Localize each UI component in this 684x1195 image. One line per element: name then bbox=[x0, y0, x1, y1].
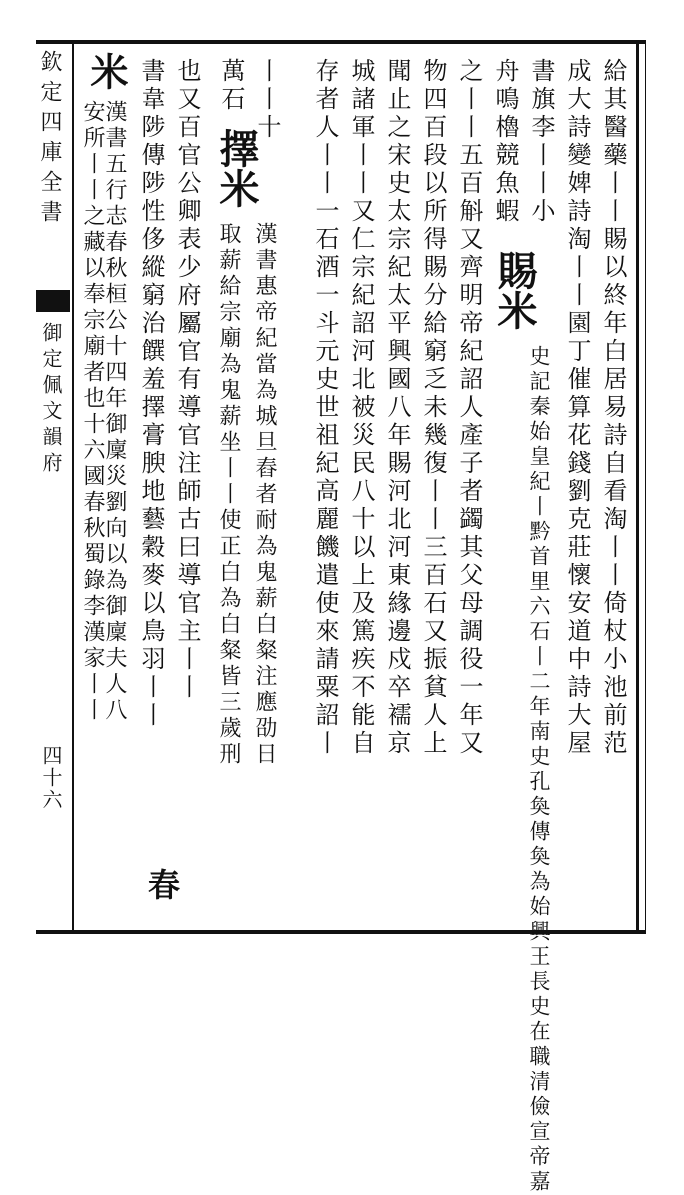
text-column-11: 萬石 bbox=[217, 58, 245, 114]
text-column-11b: 取薪給宗廟為鬼薪坐丨丨使正白為白粲皆三歲刑 bbox=[216, 222, 241, 768]
text-column-9: 存者人丨丨一石酒一斗元史世祖紀高麗饑遣使來請粟詔丨 bbox=[311, 58, 339, 758]
right-border-thin bbox=[645, 40, 646, 934]
right-border bbox=[636, 40, 639, 934]
text-column-15: 安所丨丨之藏以奉宗廟者也十六國春秋蜀錄李漢家丨丨 bbox=[80, 100, 105, 724]
book-title: 欽定四庫全書 bbox=[37, 50, 62, 230]
text-column-10b: 漢書惠帝紀當為城旦舂者耐為鬼薪白粲注應劭日 bbox=[252, 222, 277, 768]
text-column-5: 之丨丨五百斛又齊明帝紀詔人產子者蠲其父母調役一年又 bbox=[455, 58, 483, 758]
text-column-7: 聞止之宋史太宗紀太平興國八年賜河北河東緣邊戍卒襦京 bbox=[383, 58, 411, 758]
text-column-12: 也又百官公卿表少府屬官有導官注師古曰導官主丨丨 bbox=[173, 58, 201, 702]
fishtail-mark bbox=[36, 290, 70, 312]
text-column-13: 書韋陟傳陟性侈縱窮治饌羞擇膏腴地藝穀麥以鳥羽丨丨 bbox=[137, 58, 165, 730]
text-column-3: 書旗李丨丨小 bbox=[527, 58, 555, 226]
text-column-4: 舟鳴櫓競魚蝦 bbox=[491, 58, 519, 226]
top-border bbox=[36, 40, 646, 44]
text-column-14: 漢書五行志春秋桓公十四年御廩災劉向以為御廩夫人八 bbox=[102, 100, 127, 724]
text-column-1: 給其醫藥丨丨賜以終年白居易詩自看淘丨丨倚杖小池前范 bbox=[599, 58, 627, 758]
text-column-6: 物四百段以所得賜分給窮乏未幾復丨丨三百石又振貧人上 bbox=[419, 58, 447, 758]
book-subtitle: 御定佩文韻府 bbox=[39, 322, 63, 478]
headword-zemi: 擇米 bbox=[213, 128, 260, 208]
page-number: 四十六 bbox=[39, 745, 63, 811]
bottom-border bbox=[36, 930, 646, 934]
text-column-10: 丨丨十 bbox=[253, 58, 281, 142]
headword-cimi: 賜米 bbox=[491, 250, 538, 330]
text-column-2: 成大詩變婢詩淘丨丨園丁催算花錢劉克莊懷安道中詩大屋 bbox=[563, 58, 591, 758]
text-column-8: 城諸軍丨丨又仁宗紀詔河北被災民八十以上及篤疾不能自 bbox=[347, 58, 375, 758]
headword-chun: 春 bbox=[143, 868, 181, 900]
margin-divider bbox=[72, 44, 74, 930]
headword-mi: 米 bbox=[84, 52, 129, 90]
text-column-3b: 史記秦始皇紀丨黔首里六石丨二年南史孔奐傳奐為始興王長史在職清儉宣帝嘉 bbox=[527, 345, 551, 1195]
